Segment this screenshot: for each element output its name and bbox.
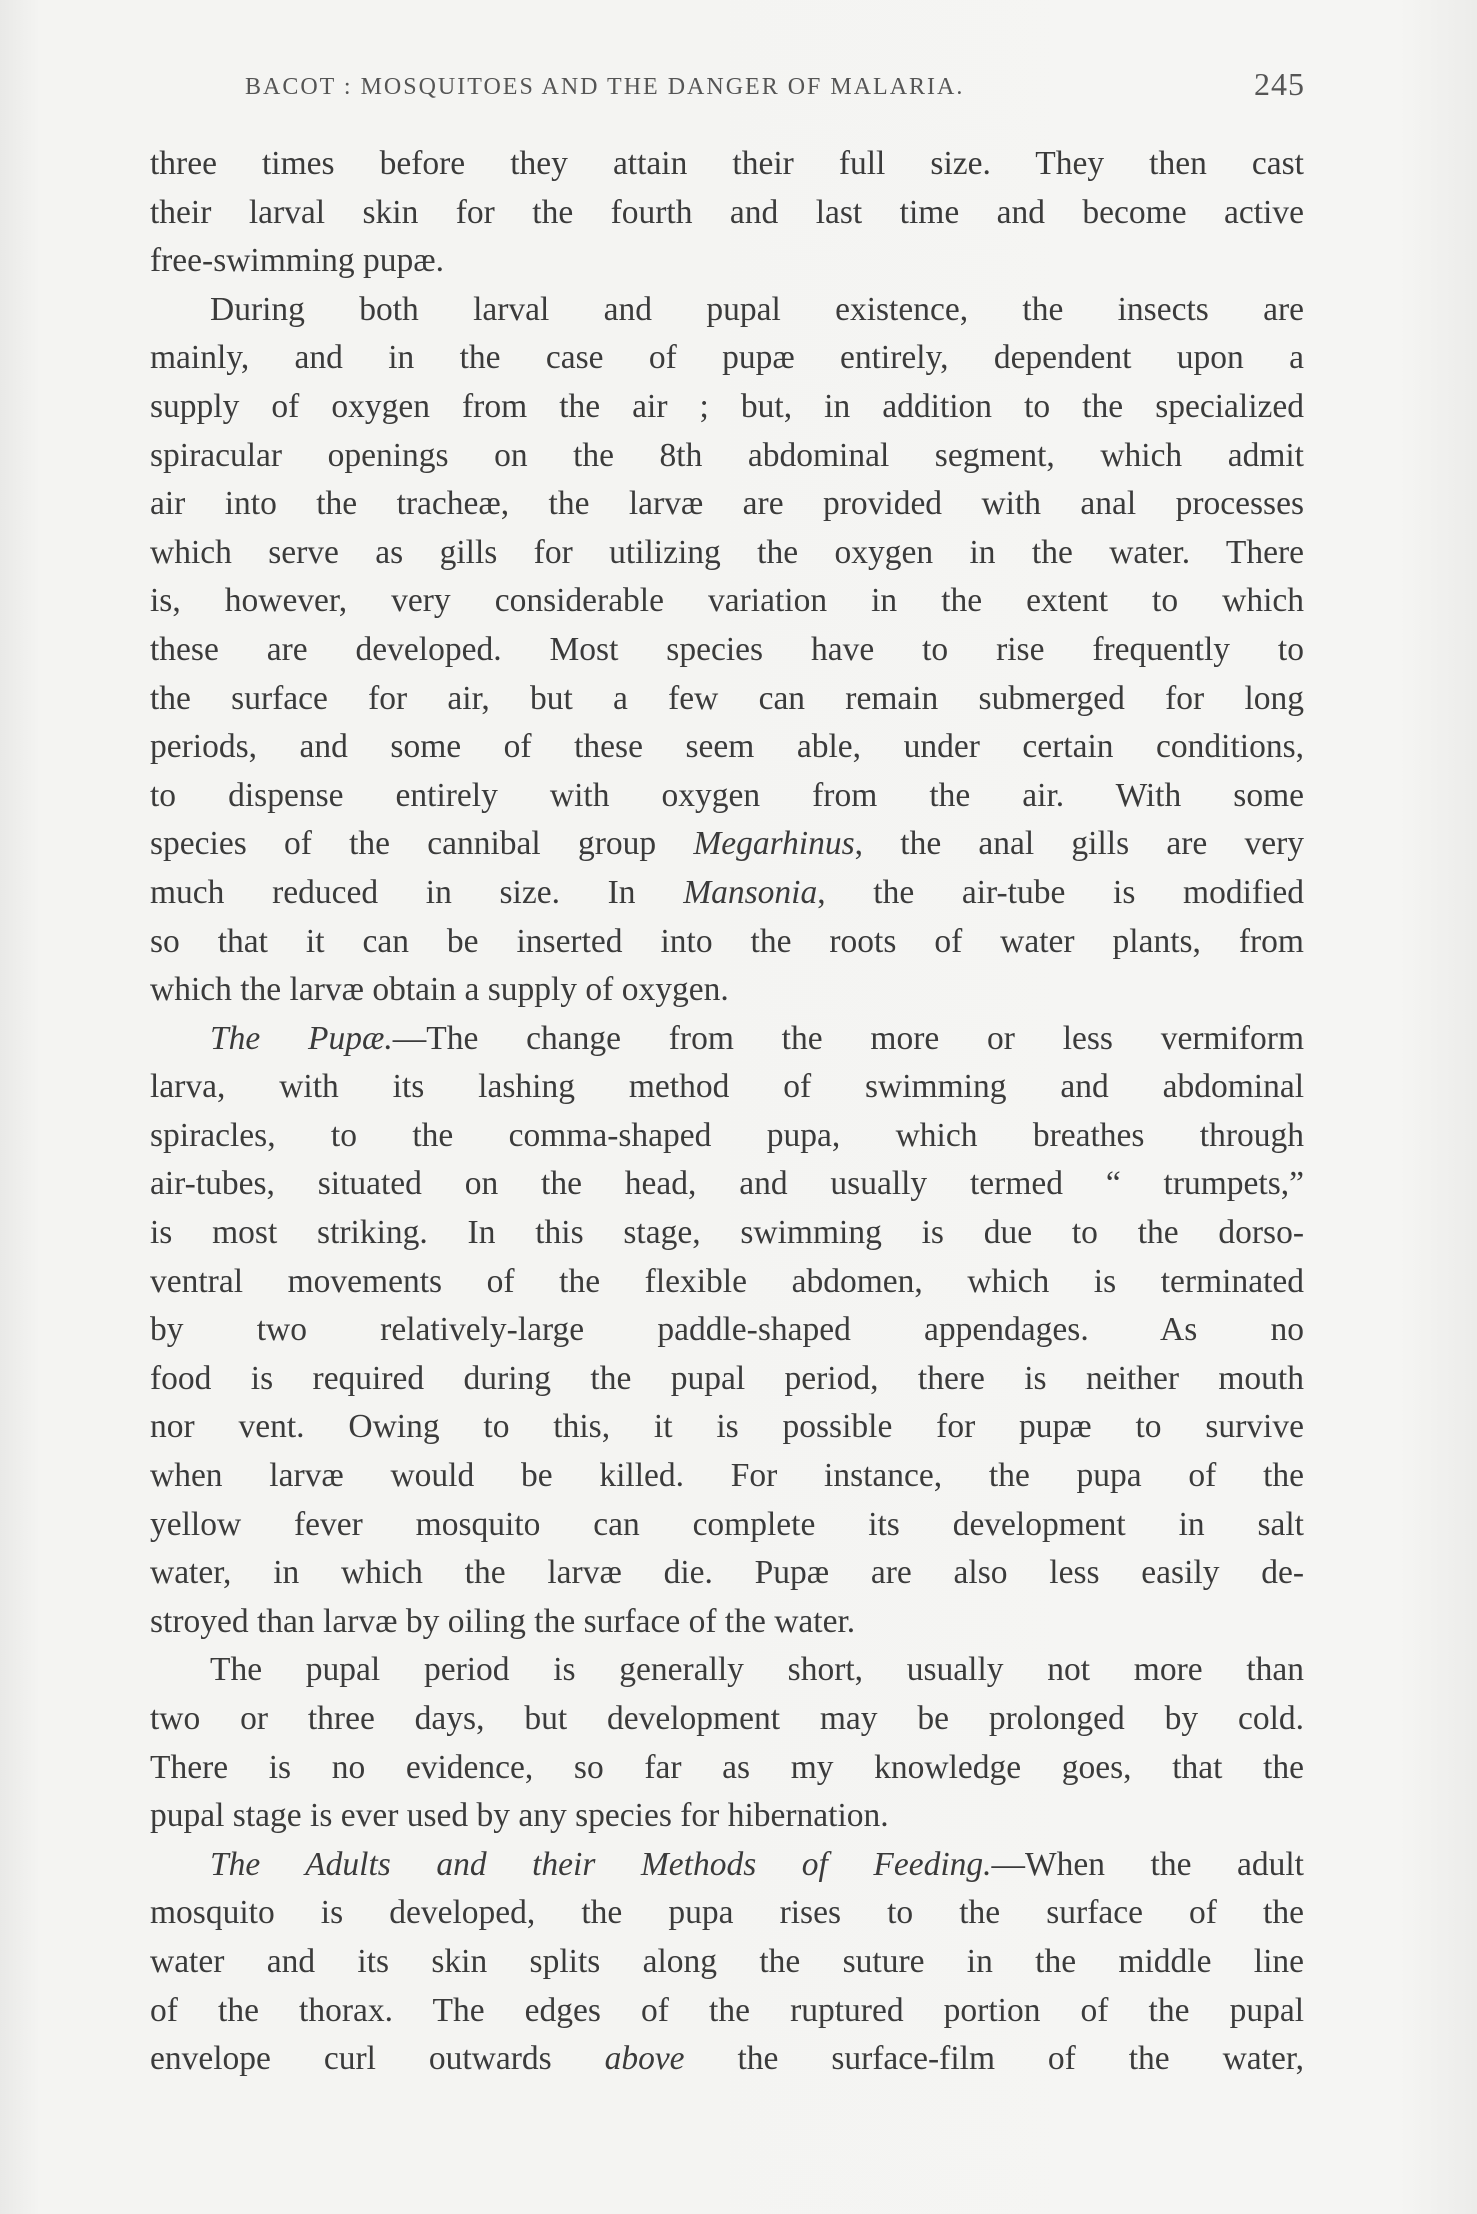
section-heading: The Pupæ. xyxy=(210,1019,393,1057)
text-line: stroyed than larvæ by oiling the surface of the water. xyxy=(150,1602,856,1640)
text-run: envelope curl outwards xyxy=(150,2040,552,2078)
text-line: ventral movements of the flexible abdomen, which is terminated xyxy=(150,1262,1304,1300)
body-text xyxy=(150,140,1304,2084)
text-line: There is no evidence, so far as my knowledge goes, that the xyxy=(150,1748,1304,1786)
text-line: mainly, and in the case of pupæ entirely, dependent upon a xyxy=(150,339,1304,377)
text-line xyxy=(150,869,1304,918)
text-line: the surface for air, but a few can remain submerged for long xyxy=(150,679,1304,717)
text-run: , the anal gills are very xyxy=(854,825,1305,863)
text-line: air-tubes, situated on the head, and usually termed “ trumpets,” xyxy=(150,1165,1304,1203)
text-run: , the air-tube is modified xyxy=(817,873,1304,911)
text-line: free-swimming pupæ. xyxy=(150,242,445,280)
text-run: much reduced in size. In xyxy=(150,873,636,911)
text-line: water and its skin splits along the suture in the middle line xyxy=(150,1942,1304,1980)
text-line: mosquito is developed, the pupa rises to the surface of the xyxy=(150,1894,1304,1932)
text-line: pupal stage is ever used by any species for hibernation. xyxy=(150,1797,889,1835)
text-line: supply of oxygen from the air ; but, in addition to the specialized xyxy=(150,387,1304,425)
text-line: air into the tracheæ, the larvæ are provided with anal processes xyxy=(150,485,1304,523)
text-line: their larval skin for the fourth and last time and become active xyxy=(150,193,1304,231)
text-line: these are developed. Most species have to rise frequently to xyxy=(150,630,1304,668)
text-run: the surface-film of the water, xyxy=(737,2040,1305,2078)
text-line xyxy=(150,1841,1304,1890)
page-header xyxy=(245,64,1305,114)
text-line: food is required during the pupal period, there is neither mouth xyxy=(150,1359,1304,1397)
text-line: two or three days, but development may be prolonged by cold. xyxy=(150,1700,1304,1737)
text-line: which serve as gills for utilizing the oxygen in the water. There xyxy=(150,533,1304,571)
text-line: During both larval and pupal existence, the insects are xyxy=(210,290,1304,328)
page-number: 245 xyxy=(1254,66,1305,102)
text-run: species of the cannibal group xyxy=(150,825,657,863)
text-run: —When the adult xyxy=(991,1845,1304,1883)
text-line: so that it can be inserted into the roots of water plants, from xyxy=(150,922,1304,960)
text-line xyxy=(150,2035,1304,2084)
text-line: spiracular openings on the 8th abdominal segment, which admit xyxy=(150,436,1304,474)
text-line: to dispense entirely with oxygen from the air. With some xyxy=(150,776,1304,814)
emphasis: above xyxy=(604,2040,685,2078)
text-line: yellow fever mosquito can complete its development in salt xyxy=(150,1505,1304,1543)
running-head: BACOT : MOSQUITOES AND THE DANGER OF MALARIA. xyxy=(245,74,965,100)
section-heading: The Adults and their Methods of Feeding. xyxy=(210,1845,992,1883)
text-line: nor vent. Owing to this, it is possible for pupæ to survive xyxy=(150,1408,1304,1446)
text-line: by two relatively-large paddle-shaped appendages. As no xyxy=(150,1311,1304,1349)
text-line: larva, with its lashing method of swimming and abdominal xyxy=(150,1068,1304,1106)
text-line xyxy=(150,1015,1304,1064)
genus-name: Mansonia xyxy=(683,873,818,911)
text-line xyxy=(150,820,1304,869)
text-line: of the thorax. The edges of the ruptured portion of the pupal xyxy=(150,1991,1304,2029)
text-line: water, in which the larvæ die. Pupæ are also less easily de- xyxy=(150,1554,1304,1592)
text-line: is most striking. In this stage, swimming is due to the dorso- xyxy=(150,1214,1304,1252)
text-line: which the larvæ obtain a supply of oxygen. xyxy=(150,971,729,1009)
text-line: spiracles, to the comma-shaped pupa, which breathes through xyxy=(150,1116,1304,1154)
text-line: three times before they attain their full size. They then cast xyxy=(150,145,1304,182)
text-line: The pupal period is generally short, usually not more than xyxy=(210,1651,1304,1689)
text-line: periods, and some of these seem able, under certain conditions, xyxy=(150,728,1304,766)
text-line: when larvæ would be killed. For instance, the pupa of the xyxy=(150,1457,1304,1495)
text-run: —The change from the more or less vermiform xyxy=(392,1019,1305,1057)
genus-name: Megarhinus xyxy=(693,825,855,863)
text-line: is, however, very considerable variation in the extent to which xyxy=(150,582,1304,620)
